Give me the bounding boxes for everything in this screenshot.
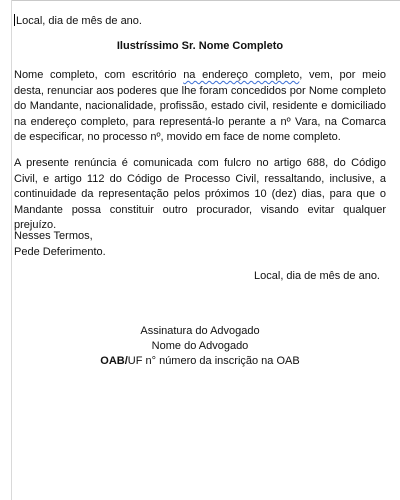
- closing-line-1: Nesses Termos,: [14, 230, 93, 242]
- oab-registration: [0, 354, 400, 369]
- closing-line-2: Pede Deferimento.: [14, 245, 106, 258]
- footer-place-date: Local, dia de mês de ano.: [254, 270, 380, 282]
- grammar-flagged-text[interactable]: na endereço completo: [183, 69, 300, 81]
- paragraph1-text-end: , vem, por meio desta, renunciar aos poderes que lhe foram concedidos por Nome completo do Mandante, nacionalidade, profissão, estado civil, residente e domiciliado na endereço completo, para representá-lo perante a nº Vara, na Comarca de especificar, no processo nº, movido em face de nome completo.: [14, 69, 386, 143]
- oab-number-text: UF n° número da inscrição na OAB: [127, 355, 300, 367]
- paragraph1-text-start: Nome completo, com escritório: [14, 69, 184, 81]
- header-place-date-text: Local, dia de mês de ano.: [16, 15, 142, 27]
- page-top-border: [11, 0, 400, 1]
- header-place-date[interactable]: [14, 14, 142, 27]
- lawyer-name: Nome do Advogado: [151, 340, 249, 352]
- page-left-margin-border: [11, 0, 12, 500]
- text-cursor: [14, 14, 15, 26]
- oab-label: OAB/: [100, 355, 128, 367]
- signature-line: Assinatura do Advogado: [140, 325, 260, 337]
- closing-block: [14, 229, 106, 260]
- document-title: Ilustríssimo Sr. Nome Completo: [116, 40, 284, 52]
- signature-block: [0, 324, 400, 369]
- paragraph-legal-basis[interactable]: A presente renúncia é comunicada com fulcro no artigo 688, do Código Civil, e artigo 112 do Código de Processo Civil, ressaltando, inclusive, a continuidade da representação pelos próximos 10 (dez) dias, para que o Mandante possa constituir outro procurador, visando evitar qualquer prejuízo.: [14, 157, 386, 231]
- paragraph-renunciation[interactable]: [14, 68, 386, 146]
